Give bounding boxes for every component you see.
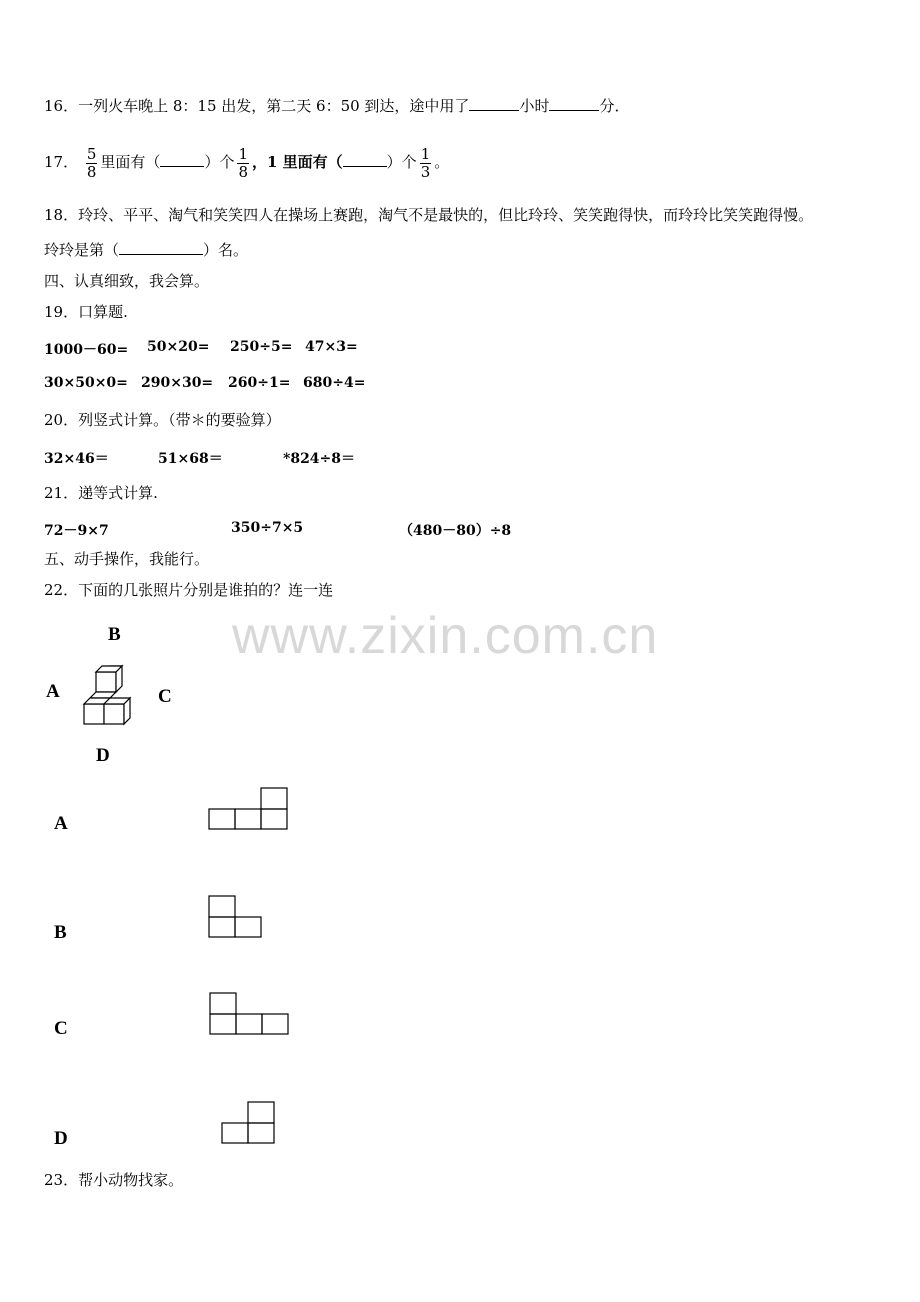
- q19-title: 19．口算题.: [44, 303, 128, 321]
- view-d-shape: [221, 1101, 277, 1145]
- q17-text: 里面有（: [100, 153, 161, 171]
- view-b-shape: [208, 895, 264, 939]
- calc-item: 47×3=: [305, 339, 358, 355]
- fraction-five-eighths: $\frac{5}{8}$: [86, 144, 97, 181]
- calc-item: 32×46＝: [44, 451, 109, 467]
- direction-label-b: B: [108, 624, 121, 645]
- direction-label-a: A: [46, 681, 60, 702]
- q17-text: ）个: [204, 153, 235, 171]
- question-17: [44, 142, 449, 182]
- calc-item: 50×20=: [147, 339, 210, 355]
- q21-title: 21．递等式计算.: [44, 484, 158, 502]
- q22-title: 22．下面的几张照片分别是谁拍的？连一连: [44, 581, 334, 599]
- section-4-heading: 四、认真细致，我会算。: [44, 272, 210, 290]
- q23-title: 23．帮小动物找家。: [44, 1171, 184, 1189]
- direction-label-d: D: [96, 745, 110, 766]
- q16-unit-hours: 小时: [519, 97, 550, 115]
- q17-number: 17．: [44, 153, 79, 171]
- q17-text: 。: [434, 153, 450, 171]
- cube-stack-figure: [80, 662, 140, 728]
- fraction-one-third: $\frac{1}{3}$: [420, 144, 431, 181]
- calc-item: 51×68＝: [158, 451, 223, 467]
- answer-blank[interactable]: [119, 240, 203, 255]
- q18-text: 玲玲是第（: [44, 241, 120, 259]
- q16-unit-minutes: 分．: [599, 97, 630, 115]
- calc-item: 1000－60=: [44, 342, 129, 358]
- answer-blank[interactable]: [549, 96, 599, 111]
- q17-text: ）个: [386, 153, 417, 171]
- view-label-b: B: [54, 922, 67, 943]
- calc-item: *824÷8＝: [283, 451, 356, 467]
- q18-text: ）名。: [203, 241, 249, 259]
- answer-blank[interactable]: [469, 96, 519, 111]
- calc-item: 260÷1=: [228, 375, 291, 391]
- view-a-shape: [208, 787, 290, 831]
- answer-blank[interactable]: [343, 152, 387, 167]
- view-label-c: C: [54, 1018, 68, 1039]
- calc-item: 290×30=: [141, 375, 214, 391]
- fraction-one-eighth: $\frac{1}{8}$: [238, 144, 248, 181]
- direction-label-c: C: [158, 686, 172, 707]
- question-18: 18．玲玲、平平、淘气和笑笑四人在操场上赛跑，淘气不是最快的，但比玲玲、笑笑跑得快，而玲玲比笑笑跑得慢。: [44, 206, 814, 224]
- view-c-shape: [209, 992, 291, 1036]
- q16-text: 16．一列火车晚上 8：15 出发，第二天 6：50 到达，途中用了: [44, 97, 470, 115]
- calc-item: 250÷5=: [230, 339, 293, 355]
- question-16: [44, 96, 629, 116]
- watermark: www.zixin.com.cn: [232, 607, 659, 665]
- section-5-heading: 五、动手操作，我能行。: [44, 550, 210, 568]
- answer-blank[interactable]: [160, 152, 204, 167]
- q20-title: 20．列竖式计算。（带＊的要验算）: [44, 411, 281, 429]
- view-label-d: D: [54, 1128, 68, 1149]
- calc-item: 350÷7×5: [231, 520, 304, 536]
- calc-item: （480－80）÷8: [399, 523, 512, 539]
- view-label-a: A: [54, 813, 68, 834]
- calc-item: 30×50×0=: [44, 375, 128, 391]
- calc-item: 72－9×7: [44, 523, 109, 539]
- question-18-line2: [44, 240, 248, 260]
- calc-item: 680÷4=: [303, 375, 366, 391]
- q17-text: ，1 里面有（: [252, 153, 343, 171]
